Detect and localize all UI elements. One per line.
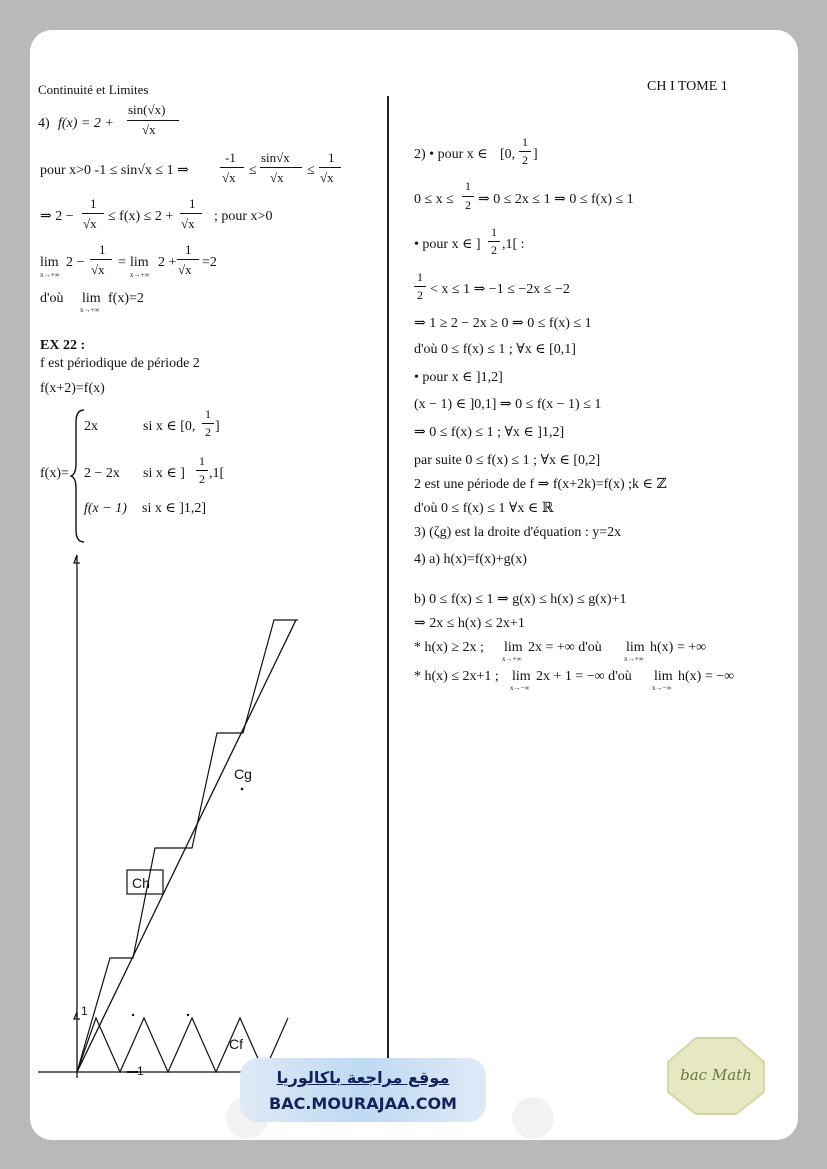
fraction-bar: [488, 241, 500, 242]
r18-b: 2x + 1 = −∞ d'où: [536, 669, 632, 684]
case2-cond: si x ∈ ]: [143, 466, 185, 481]
r2-text: 0 ≤ x ≤: [414, 192, 454, 207]
frac-den: √x: [181, 216, 195, 231]
r16: ⇒ 2x ≤ h(x) ≤ 2x+1: [414, 616, 525, 631]
frac-num: -1: [225, 150, 236, 165]
frac-den: √x: [91, 262, 105, 277]
frac-den: 2: [205, 425, 211, 439]
bracket: ]: [533, 147, 538, 162]
header-right: CH I TOME 1: [647, 79, 728, 94]
r2-rest: ⇒ 0 ≤ 2x ≤ 1 ⇒ 0 ≤ f(x) ≤ 1: [478, 192, 634, 207]
ch-label: Ch: [132, 875, 150, 891]
dot: [187, 1014, 189, 1016]
frac-num: 1: [465, 179, 471, 193]
r3-rest: ,1[ :: [502, 237, 525, 252]
lim-expr: 2 −: [66, 255, 85, 270]
frac-den: √x: [178, 262, 192, 277]
r18-a: * h(x) ≤ 2x+1 ;: [414, 669, 499, 684]
bracket: ]: [215, 419, 220, 434]
r1-text: 2) • pour x ∈: [414, 147, 488, 162]
lim-sub: x→+∞: [624, 655, 644, 663]
lim-word: lim: [512, 669, 531, 684]
r17-b: 2x = +∞ d'où: [528, 640, 602, 655]
lim-word: lim: [40, 255, 59, 270]
equals: =: [118, 255, 126, 270]
frac-num: 1: [491, 225, 497, 239]
frac-num: sin√x: [261, 150, 290, 165]
x-tick-label: 1: [137, 1064, 144, 1078]
site-banner[interactable]: [240, 1058, 486, 1122]
y-tick-label: 1: [81, 1004, 88, 1018]
lim-expr: 2 +: [158, 255, 177, 270]
bracket: [0,: [500, 147, 516, 162]
frac-num: 1: [99, 242, 106, 257]
lim-word: lim: [626, 640, 645, 655]
frac-den: √x: [222, 170, 236, 185]
frac-num: 1: [90, 196, 97, 211]
lim-sub: x→−∞: [510, 684, 530, 692]
lim-sub: x→+∞: [40, 271, 60, 279]
fx-equals: f(x)=: [40, 466, 69, 481]
r15: b) 0 ≤ f(x) ≤ 1 ⇒ g(x) ≤ h(x) ≤ g(x)+1: [414, 592, 627, 607]
lim-sub: x→−∞: [652, 684, 672, 692]
r4-text: < x ≤ 1 ⇒ −1 ≤ −2x ≤ −2: [430, 282, 570, 297]
frac-num: 1: [185, 242, 192, 257]
banner-arabic: موقع مراجعة باكالوريا: [276, 1068, 450, 1087]
bracket: ,1[: [209, 466, 225, 481]
r17-c: h(x) = +∞: [650, 640, 707, 655]
bac-math-logo-text: bac Math: [680, 1066, 752, 1084]
frac-num: 1: [189, 196, 196, 211]
q4-number: 4): [38, 116, 50, 131]
r13: 3) (ζg) est la droite d'équation : y=2x: [414, 525, 622, 540]
header-left: Continuité et Limites: [38, 82, 149, 97]
fraction-bar: [462, 196, 474, 197]
frac-num: 1: [328, 150, 335, 165]
lim-sub: x→+∞: [502, 655, 522, 663]
lim-sub: x→+∞: [130, 271, 150, 279]
frac-num: 1: [199, 454, 205, 468]
case3-cond: si x ∈ ]1,2]: [142, 501, 207, 516]
lim-word: lim: [504, 640, 523, 655]
dot: [132, 1014, 134, 1016]
frac-den: 2: [417, 288, 423, 302]
exercise-line-2: f(x+2)=f(x): [40, 381, 105, 396]
r3-text: • pour x ∈ ]: [414, 237, 481, 252]
frac-den: 2: [199, 472, 205, 486]
lim-word: lim: [82, 291, 101, 306]
frac-num: 1: [205, 407, 211, 421]
frac-den: 2: [491, 243, 497, 257]
r10: par suite 0 ≤ f(x) ≤ 1 ; ∀x ∈ [0,2]: [414, 453, 601, 468]
cg-line: [77, 620, 296, 1072]
dou-result: f(x)=2: [108, 291, 144, 306]
frac-den: √x: [320, 170, 334, 185]
r14: 4) a) h(x)=f(x)+g(x): [414, 552, 527, 567]
lim-word: lim: [130, 255, 149, 270]
frac-den: 2: [522, 153, 528, 167]
r7: • pour x ∈ ]1,2]: [414, 370, 503, 385]
document-page: [30, 30, 798, 1140]
case2-expr: 2 − 2x: [84, 466, 120, 481]
r9: ⇒ 0 ≤ f(x) ≤ 1 ; ∀x ∈ ]1,2]: [414, 425, 565, 440]
case1-cond: si x ∈ [0,: [143, 419, 196, 434]
frac-den: √x: [270, 170, 284, 185]
case3-expr: f(x − 1): [84, 501, 127, 516]
q4-frac-num: sin(√x): [128, 102, 166, 117]
r5: ⇒ 1 ≥ 2 − 2x ≥ 0 ⇒ 0 ≤ f(x) ≤ 1: [414, 316, 592, 331]
fraction-bar: [414, 286, 426, 287]
frac-num: 1: [417, 270, 423, 284]
r18-c: h(x) = −∞: [678, 669, 735, 684]
cf-label: Cf: [229, 1036, 243, 1052]
frac-den: √x: [83, 216, 97, 231]
dou-word: d'où: [40, 291, 64, 306]
implies-mid: ≤ f(x) ≤ 2 +: [108, 209, 174, 224]
implies-end: ; pour x>0: [214, 209, 273, 224]
fraction-bar: [519, 151, 531, 152]
pour-line: pour x>0 -1 ≤ sin√x ≤ 1 ⇒: [40, 163, 189, 178]
leq-sign: ≤: [249, 163, 257, 178]
logo-right-icon: [512, 1097, 554, 1139]
dot: [241, 788, 244, 791]
exercise-title: EX 22 :: [40, 338, 86, 353]
lim-word: lim: [654, 669, 673, 684]
r8: (x − 1) ∈ ]0,1] ⇒ 0 ≤ f(x − 1) ≤ 1: [414, 397, 602, 412]
cg-label: Cg: [234, 766, 252, 782]
r6: d'où 0 ≤ f(x) ≤ 1 ; ∀x ∈ [0,1]: [414, 342, 576, 357]
lim-sub: x→+∞: [80, 306, 100, 314]
banner-site: BAC.MOURAJAA.COM: [269, 1094, 457, 1113]
q4-fx: f(x) = 2 +: [58, 116, 114, 131]
case1-expr: 2x: [84, 419, 98, 434]
frac-num: 1: [522, 135, 528, 149]
r11: 2 est une période de f ⇒ f(x+2k)=f(x) ;k ∈ ℤ: [414, 477, 667, 492]
implies-start: ⇒ 2 −: [40, 209, 74, 224]
q4-frac-den: √x: [142, 122, 156, 137]
exercise-line-1: f est périodique de période 2: [40, 356, 200, 371]
leq-sign: ≤: [307, 163, 315, 178]
r12: d'où 0 ≤ f(x) ≤ 1 ∀x ∈ ℝ: [414, 501, 554, 516]
frac-den: 2: [465, 198, 471, 212]
lim-result: =2: [202, 255, 217, 270]
r17-a: * h(x) ≥ 2x ;: [414, 640, 484, 655]
